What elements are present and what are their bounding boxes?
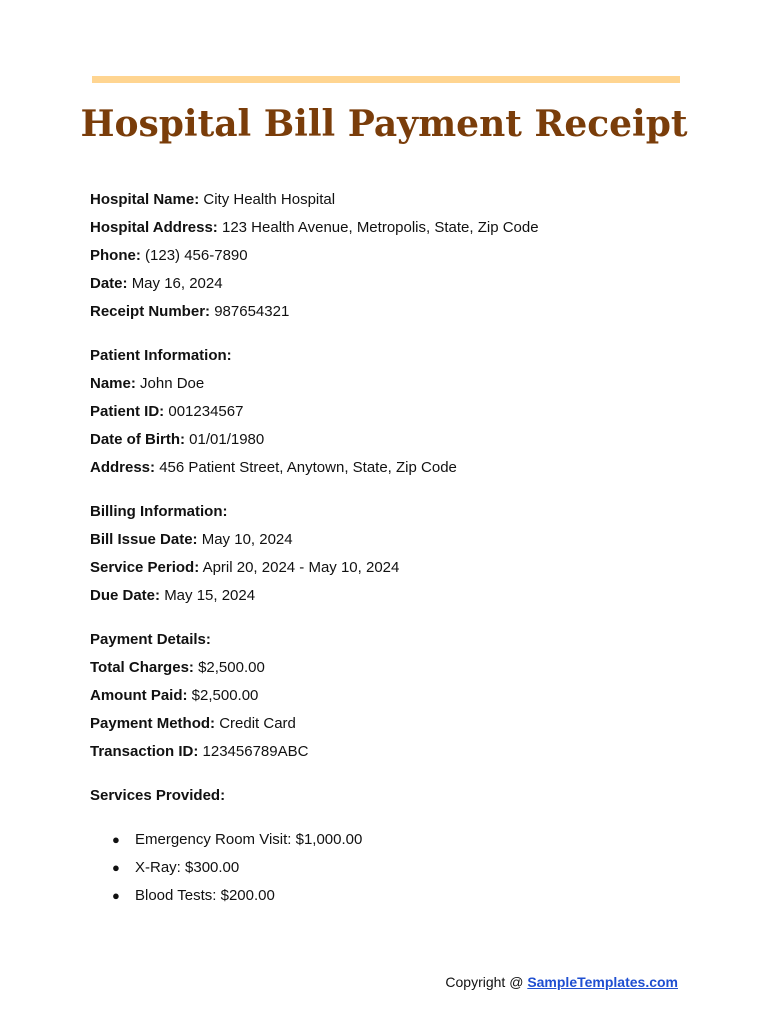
list-item [90,826,690,854]
patient-name-row [90,370,690,398]
field-label: Address: [90,459,156,476]
patient-id-row [90,398,690,426]
field-value: April 20, 2024 - May 10, 2024 [202,559,400,576]
copyright-prefix: Copyright @ [445,974,524,990]
bullet-icon: ● [112,832,120,847]
document-title: Hospital Bill Payment Receipt [80,103,688,145]
hospital-phone-row [90,242,690,270]
section-spacer [90,482,690,498]
transaction-id-row [90,738,690,766]
field-label: Total Charges: [90,659,194,676]
field-value: 01/01/1980 [189,431,265,448]
billing-section-heading: Billing Information: [90,503,228,520]
section-spacer [90,766,690,782]
field-label: Bill Issue Date: [90,531,198,548]
field-label: Due Date: [90,587,161,604]
section-spacer [90,326,690,342]
section-spacer [90,610,690,626]
service-text: X-Ray: $300.00 [135,859,240,876]
field-label: Hospital Address: [90,219,218,236]
services-section-heading: Services Provided: [90,787,226,804]
bill-issue-date-row [90,526,690,554]
bullet-icon: ● [112,860,120,875]
field-value: John Doe [140,375,205,392]
field-label: Hospital Name: [90,191,200,208]
field-label: Service Period: [90,559,200,576]
service-text: Blood Tests: $200.00 [135,887,275,904]
field-value: $2,500.00 [198,659,265,676]
field-value: (123) 456-7890 [145,247,248,264]
receipt-body [90,186,690,910]
field-value: $2,500.00 [191,687,259,704]
field-value: City Health Hospital [203,191,336,208]
patient-address-row [90,454,690,482]
field-value: May 10, 2024 [201,531,293,548]
field-value: May 16, 2024 [131,275,223,292]
list-item [90,882,690,910]
receipt-number-row [90,298,690,326]
copyright-footer [445,972,678,992]
total-charges-row [90,654,690,682]
field-label: Date: [90,275,128,292]
hospital-name-row [90,186,690,214]
sampletemplates-link[interactable]: SampleTemplates.com [527,974,678,990]
receipt-date-row [90,270,690,298]
field-label: Patient ID: [90,403,165,420]
field-value: 001234567 [168,403,244,420]
due-date-row [90,582,690,610]
field-label: Phone: [90,247,141,264]
patient-section-heading: Patient Information: [90,347,232,364]
field-value: 456 Patient Street, Anytown, State, Zip Code [159,459,457,476]
hospital-address-row [90,214,690,242]
list-item [90,854,690,882]
payment-method-row [90,710,690,738]
field-label: Name: [90,375,136,392]
bullet-icon: ● [112,888,120,903]
amount-paid-row [90,682,690,710]
patient-dob-row [90,426,690,454]
service-text: Emergency Room Visit: $1,000.00 [135,831,363,848]
field-value: May 15, 2024 [164,587,256,604]
service-period-row [90,554,690,582]
field-label: Amount Paid: [90,687,188,704]
services-list [90,826,690,910]
top-accent-rule [92,76,680,83]
field-value: 123 Health Avenue, Metropolis, State, Zip Code [221,219,539,236]
field-label: Date of Birth: [90,431,185,448]
field-label: Receipt Number: [90,303,211,320]
payment-section-heading: Payment Details: [90,631,211,648]
field-label: Transaction ID: [90,743,199,760]
field-label: Payment Method: [90,715,216,732]
field-value: 987654321 [214,303,290,320]
field-value: Credit Card [219,715,296,732]
field-value: 123456789ABC [202,743,309,760]
